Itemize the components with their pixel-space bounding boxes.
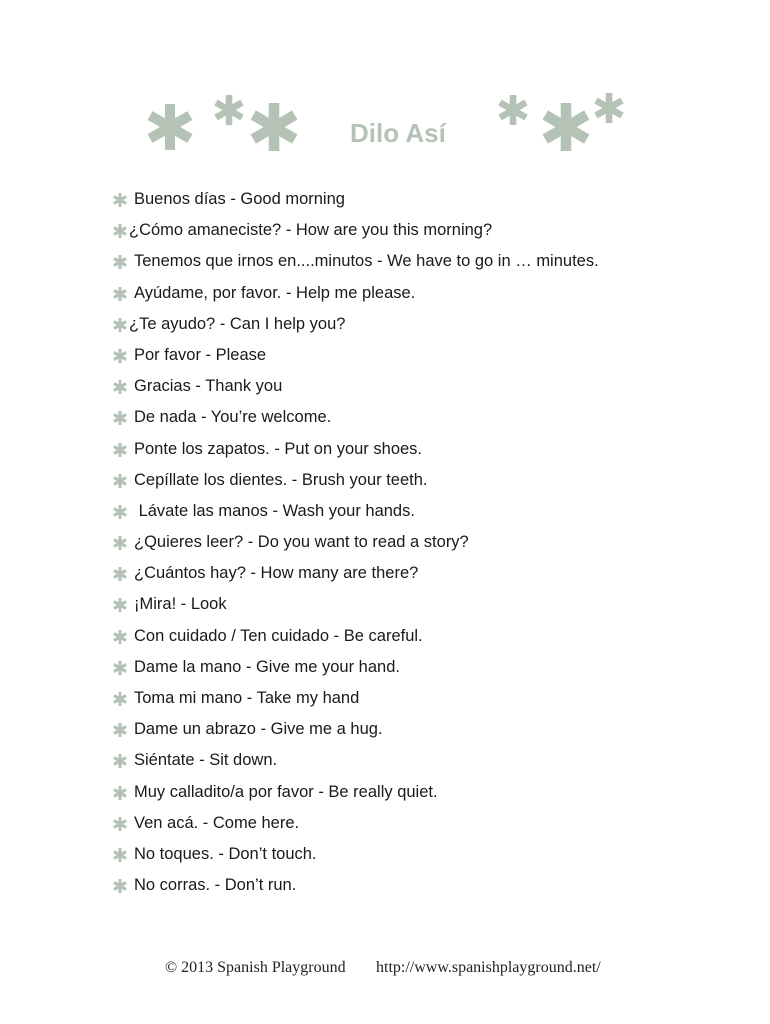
asterisk-icon <box>113 692 127 706</box>
phrase-text: ¿Te ayudo? - Can I help you? <box>129 314 346 333</box>
asterisk-icon <box>594 93 624 123</box>
asterisk-icon <box>113 879 127 893</box>
asterisk-icon <box>113 411 127 425</box>
phrase-text: Gracias - Thank you <box>134 377 283 396</box>
asterisk-icon <box>113 349 127 363</box>
phrase-text: Cepíllate los dientes. - Brush your teeth. <box>134 470 428 489</box>
asterisk-icon <box>113 193 127 207</box>
asterisk-icon <box>147 104 193 150</box>
asterisk-icon <box>113 817 127 831</box>
asterisk-icon <box>113 598 127 612</box>
phrase-text: Lávate las manos - Wash your hands. <box>134 501 415 520</box>
asterisk-icon <box>113 224 127 238</box>
asterisk-icon <box>113 287 127 301</box>
asterisk-icon <box>113 754 127 768</box>
asterisk-icon <box>498 95 528 125</box>
asterisk-icon <box>113 536 127 550</box>
phrase-text: Siéntate - Sit down. <box>134 751 278 770</box>
website-url: http://www.spanishplayground.net/ <box>376 959 601 976</box>
phrase-text: Toma mi mano - Take my hand <box>134 689 360 707</box>
copyright-notice: © 2013 Spanish Playground <box>165 959 346 976</box>
phrase-text: Ayúdame, por favor. - Help me please. <box>134 283 416 302</box>
asterisk-icon <box>113 443 127 457</box>
phrase-text: No corras. - Don’t run. <box>134 876 297 895</box>
phrase-text: Ponte los zapatos. - Put on your shoes. <box>134 439 423 458</box>
phrase-text: Buenos días - Good morning <box>134 190 345 208</box>
asterisk-icon <box>250 103 298 151</box>
asterisk-icon <box>113 786 127 800</box>
phrase-text: ¿Quieres leer? - Do you want to read a story? <box>134 533 469 552</box>
asterisk-icon <box>113 661 127 675</box>
phrase-text: Dame un abrazo - Give me a hug. <box>134 720 383 739</box>
phrase-text: Muy calladito/a por favor - Be really quiet. <box>134 782 438 801</box>
asterisk-icon <box>113 255 127 269</box>
asterisk-icon <box>542 103 590 151</box>
phrase-text: Tenemos que irnos en....minutos - We have to go in … minutes. <box>134 252 599 271</box>
asterisk-icon <box>113 567 127 581</box>
phrase-text: Con cuidado / Ten cuidado - Be careful. <box>134 626 423 645</box>
phrase-text: ¿Cómo amaneciste? - How are you this morning? <box>129 221 493 240</box>
phrase-text: No toques. - Don’t touch. <box>134 844 317 863</box>
phrase-text: Ven acá. - Come here. <box>134 813 300 832</box>
phrase-text: Por favor - Please <box>134 345 267 364</box>
asterisk-icon <box>113 505 127 519</box>
asterisk-icon <box>113 318 127 332</box>
phrase-text: Dame la mano - Give me your hand. <box>134 657 400 676</box>
asterisk-icon <box>113 723 127 737</box>
asterisk-icon <box>113 474 127 488</box>
asterisk-icon <box>113 848 127 862</box>
asterisk-icon <box>214 95 244 125</box>
asterisk-icon <box>113 630 127 644</box>
page-title: Dilo Así <box>350 118 446 148</box>
asterisk-icon <box>113 380 127 394</box>
phrase-text: De nada - You’re welcome. <box>134 408 332 427</box>
phrase-text: ¡Mira! - Look <box>134 595 227 614</box>
phrase-text: ¿Cuántos hay? - How many are there? <box>134 564 419 583</box>
